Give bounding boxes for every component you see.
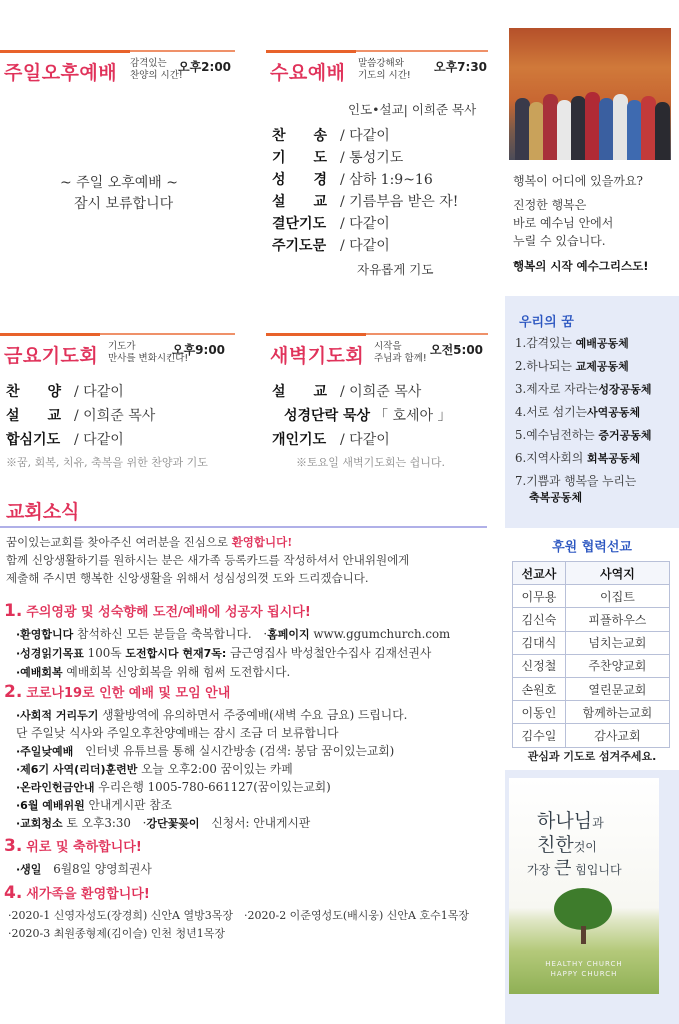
header-bar (266, 333, 366, 336)
missionary-name: 김신숙 (513, 608, 566, 631)
group-photo (509, 28, 671, 160)
dream-text: 서로 섬기는 (526, 405, 587, 419)
sunday-pm-message-2: 잠시 보류합니다 (74, 196, 174, 212)
order-key: 설 교 (272, 194, 328, 210)
notice-item-title (4, 682, 230, 702)
notice-item-heading: 코로나19로 인한 예배 및 모임 안내 (26, 686, 231, 701)
missionary-name: 이동인 (513, 701, 566, 724)
dream-text: 제자로 자라는 (526, 382, 599, 396)
table-row (513, 631, 670, 654)
missionary-field: 함께하는교회 (565, 701, 669, 724)
order-key: 주기도문 (272, 238, 327, 254)
friday-header (0, 333, 235, 373)
order-key: 설 교 (6, 408, 62, 424)
missionary-field: 감사교회 (565, 724, 669, 747)
missionary-field: 이집트 (565, 585, 669, 608)
notice-line-item (16, 644, 431, 661)
notice-intro-2: 함께 신앙생활하기를 원하시는 분은 새가족 등록카드를 작성하셔서 안내위원에게 (6, 553, 410, 567)
dawn-subtitle (374, 341, 427, 365)
header-bar-thin (100, 333, 235, 335)
poster-text: 친한 (537, 834, 574, 856)
dream-number: 7. (515, 474, 527, 488)
happiness-line-1: 행복이 어디에 있을까요? (513, 174, 643, 188)
order-value: 「 호세아 」 (374, 408, 452, 424)
notice-text: 금근영집사 박성철안수집사 김재선권사 (226, 646, 432, 660)
poster-line-1 (537, 806, 604, 833)
missionary-name: 신정철 (513, 654, 566, 677)
dream-item (529, 489, 582, 505)
notice-title: 교회소식 (6, 501, 80, 523)
notice-item-number: 2. (4, 682, 23, 702)
wednesday-subtitle (358, 58, 411, 82)
notice-text: 100독 (83, 646, 126, 660)
notice-text: 6월8일 양영희권사 (41, 862, 152, 876)
order-value: / 다같이 (340, 216, 390, 232)
missionary-field: 주찬양교회 (565, 654, 669, 677)
wednesday-free-prayer: 자유롭게 기도 (357, 262, 434, 277)
sunday-pm-subtitle (130, 58, 183, 82)
subtitle-line: 만사를 변화시킨다! (108, 353, 189, 364)
dream-bold: 교제공동체 (575, 360, 629, 373)
notice-item-heading: 주의영광 및 성숙향해 도전/예배에 성공자 됩시다! (26, 605, 311, 620)
notice-line-item (16, 742, 394, 759)
church-poster (509, 778, 659, 994)
notice-item-number: 4. (4, 883, 23, 903)
dream-number: 2. (515, 359, 527, 373)
dream-bold: 회복공동체 (587, 452, 641, 465)
notice-line-item (16, 760, 293, 777)
table-row (513, 585, 670, 608)
dream-text: 감격있는 (526, 336, 576, 350)
notice-text: 예배회복 신앙회복을 위해 힘써 도전합시다. (62, 665, 291, 679)
notice-text: 인터넷 유튜브를 통해 실시간방송 (검색: 봉담 꿈이있는교회) (73, 744, 395, 758)
order-row (272, 381, 421, 401)
header-bar-thin (356, 50, 488, 52)
missionary-table (512, 561, 670, 748)
order-row (272, 147, 403, 167)
notice-item-heading: 위로 및 축하합니다! (26, 840, 142, 855)
missionary-title: 후원 협력선교 (552, 540, 632, 555)
order-value: / 다같이 (340, 128, 390, 144)
subtitle-line: 찬양의 시간! (130, 70, 183, 81)
notice-line-item (16, 778, 331, 795)
notice-line-item (16, 625, 450, 642)
order-row (284, 405, 452, 425)
order-key: 찬 송 (272, 128, 328, 144)
notice-item-title (4, 836, 142, 856)
order-key: 개인기도 (272, 432, 327, 448)
notice-bold: ·교회청소 (16, 817, 63, 830)
missionary-name: 김수일 (513, 724, 566, 747)
poster-text: 힘입니다 (571, 863, 622, 877)
notice-bold: ·주일낮예배 (16, 745, 74, 758)
table-row (513, 677, 670, 700)
dream-text: 하나되는 (526, 359, 576, 373)
order-value: / 다같이 (74, 432, 124, 448)
order-value: / 통성기도 (340, 150, 404, 166)
notice-text: 참석하신 모든 분들을 축복합니다. · (73, 627, 268, 641)
notice-bold: 도전합시다 현재7독: (125, 647, 227, 660)
notice-text: 단 주일낮 식사와 주일오후찬양예배는 잠시 조금 더 보류합니다 (16, 726, 339, 740)
notice-line-item (16, 663, 290, 680)
order-row (272, 213, 390, 233)
notice-item-number: 1. (4, 601, 23, 621)
wednesday-leader: 인도•설교| 이희준 목사 (348, 102, 477, 117)
notice-line-item (16, 796, 172, 813)
dream-item (515, 472, 636, 489)
notice-bold: ·생일 (16, 863, 42, 876)
notice-item-title (4, 883, 150, 903)
notice-text: 안내게시판 참조 (84, 798, 173, 812)
notice-line-item (8, 925, 225, 941)
header-bar-thin (366, 333, 488, 335)
friday-time: 오후9:00 (172, 343, 226, 357)
notice-line-item (16, 724, 339, 741)
notice-bold: 홈페이지 (267, 628, 310, 641)
happiness-card (505, 0, 679, 296)
notice-intro-3: 제출해 주시면 행복한 신앙생활을 위해서 성심성의껏 도와 드리겠습니다. (6, 571, 369, 585)
subtitle-line: 주님과 함께! (374, 353, 427, 364)
dream-number: 6. (515, 451, 527, 465)
notice-line-item (16, 814, 310, 831)
subtitle-line: 감격있는 (130, 58, 167, 69)
sunday-pm-header (0, 50, 235, 90)
notice-text: 오늘 오후2:00 꿈이있는 카페 (137, 762, 293, 776)
dream-number: 1. (515, 336, 527, 350)
missionary-field: 피플하우스 (565, 608, 669, 631)
dream-item (515, 334, 629, 351)
table-row (513, 608, 670, 631)
missionary-name: 김대식 (513, 631, 566, 654)
subtitle-line: 기도의 시간! (358, 70, 411, 81)
dream-number: 4. (515, 405, 527, 419)
notice-text: 생활방역에 유의하면서 주중예배(새벽 수요 금요) 드립니다. (98, 708, 408, 722)
sunday-pm-time: 오후2:00 (178, 60, 232, 74)
sidebar (505, 0, 679, 1024)
poster-text: 과 (592, 816, 604, 830)
tree-icon (554, 888, 612, 930)
order-row (6, 381, 124, 401)
order-value: / 다같이 (340, 238, 390, 254)
dawn-note: ※토요일 새벽기도회는 쉽니다. (296, 456, 446, 469)
notice-text: ·2020-1 신영자성도(장경희) 신안A 열방3목장 ·2020-2 이준영성도(배시웅) 신안A 호수1목장 (8, 909, 469, 922)
header-bar (266, 50, 356, 53)
poster-line-2 (537, 830, 597, 857)
notice-line-item (16, 706, 407, 723)
subtitle-line: 시작을 (374, 341, 402, 352)
order-row (272, 191, 458, 211)
dawn-title: 새벽기도회 (270, 345, 365, 367)
notice-item-heading: 새가족을 환영합니다! (26, 887, 150, 902)
wednesday-time: 오후7:30 (434, 60, 488, 74)
happiness-line-3: 바로 예수님 안에서 (513, 216, 614, 230)
notice-item-title (4, 601, 311, 621)
order-key: 찬 양 (6, 384, 62, 400)
dream-item (515, 380, 652, 397)
order-row (272, 429, 390, 449)
order-row (6, 405, 155, 425)
order-value: / 삼하 1:9~16 (340, 172, 433, 188)
order-key: 기 도 (272, 150, 328, 166)
header-bar-thin (130, 50, 235, 52)
dream-item (515, 426, 652, 443)
notice-text: 신청서: 안내게시판 (199, 816, 311, 830)
poster-line-3 (527, 854, 622, 880)
order-value: / 기름부음 받은 자! (340, 194, 459, 210)
order-key: 합심기도 (6, 432, 61, 448)
order-row (272, 235, 390, 255)
dawn-time: 오전5:00 (430, 343, 484, 357)
intro-text: 꿈이있는교회를 찾아주신 여러분을 진심으로 (6, 535, 232, 549)
dream-number: 5. (515, 428, 527, 442)
happiness-line-2: 진정한 행복은 (513, 198, 587, 212)
poster-eng-2: HAPPY CHURCH (550, 970, 618, 978)
notice-intro-1 (6, 534, 292, 550)
dream-bold: 예배공동체 (575, 337, 629, 350)
subtitle-line: 말씀강해와 (358, 58, 404, 69)
dream-bold: 증거공동체 (598, 429, 652, 442)
order-value: / 다같이 (74, 384, 124, 400)
notice-bold: ·제6기 사역(리더)훈련반 (16, 763, 138, 776)
missionary-name: 손원호 (513, 677, 566, 700)
order-key: 성경단락 묵상 (284, 408, 371, 424)
sunday-pm-title: 주일오후예배 (4, 62, 118, 84)
missionary-name: 이무용 (513, 585, 566, 608)
notice-text: www.ggumchurch.com (309, 627, 451, 641)
missionary-field: 넘치는교회 (565, 631, 669, 654)
notice-bold: ·성경읽기목표 (16, 647, 84, 660)
friday-title: 금요기도회 (4, 345, 99, 367)
subtitle-line: 기도가 (108, 341, 136, 352)
order-key: 설 교 (272, 384, 328, 400)
missionary-field: 열린문교회 (565, 677, 669, 700)
dream-text: 예수님전하는 (526, 428, 599, 442)
order-key: 성 경 (272, 172, 328, 188)
notice-line-item (8, 907, 469, 923)
intro-welcome: 환영합니다! (231, 535, 293, 549)
dream-text: 지역사회의 (526, 451, 587, 465)
header-bar (0, 50, 130, 53)
notice-bold: ·6월 예배위원 (16, 799, 85, 812)
dawn-header (266, 333, 488, 373)
missionary-footer: 관심과 기도로 섬겨주세요. (527, 750, 657, 763)
friday-note: ※꿈, 회복, 치유, 축복을 위한 찬양과 기도 (6, 456, 208, 469)
notice-bold: ·온라인헌금안내 (16, 781, 95, 794)
notice-bold: ·환영합니다 (16, 628, 74, 641)
happiness-strong: 행복의 시작 예수그리스도! (513, 259, 649, 273)
tree-trunk (581, 926, 586, 944)
notice-line-item (16, 860, 152, 877)
wednesday-title: 수요예배 (270, 62, 346, 84)
notice-bold: 강단꽃꽂이 (146, 817, 200, 830)
dream-bold: 성장공동체 (598, 383, 652, 396)
header-bar (0, 333, 100, 336)
dream-number: 3. (515, 382, 527, 396)
sunday-pm-message-1: ~ 주일 오후예배 ~ (60, 175, 178, 191)
order-value: / 이희준 목사 (340, 384, 422, 400)
notice-bold: ·예배회복 (16, 666, 63, 679)
notice-text: 우리은행 1005-780-661127(꿈이있는교회) (94, 780, 331, 794)
order-key: 결단기도 (272, 216, 327, 232)
order-row (272, 169, 433, 189)
dream-item (515, 449, 640, 466)
poster-text: 가장 (527, 863, 554, 877)
poster-eng-1: HEALTHY CHURCH (545, 960, 623, 968)
happiness-line-4: 누릴 수 있습니다. (513, 234, 606, 248)
order-value: / 이희준 목사 (74, 408, 156, 424)
order-value: / 다같이 (340, 432, 390, 448)
notice-text: 토 오후3:30 · (62, 816, 147, 830)
table-row (513, 654, 670, 677)
notice-text: ·2020-3 최원종형제(김이슬) 인천 청년1목장 (8, 927, 226, 940)
order-row (6, 429, 124, 449)
wednesday-header (266, 50, 488, 90)
dream-bold: 축복공동체 (529, 491, 583, 504)
header-field: 사역지 (565, 562, 669, 585)
table-row (513, 701, 670, 724)
poster-text: 하나님 (537, 810, 593, 832)
table-header-row (513, 562, 670, 585)
notice-item-number: 3. (4, 836, 23, 856)
header-missionary: 선교사 (513, 562, 566, 585)
dream-text: 기쁨과 행복을 누리는 (526, 474, 637, 488)
poster-text: 것이 (573, 840, 597, 854)
dream-item (515, 403, 640, 420)
table-row (513, 724, 670, 747)
poster-text: 큰 (554, 858, 572, 879)
dream-item (515, 357, 629, 374)
notice-divider (0, 526, 487, 528)
notice-bold: ·사회적 거리두기 (16, 709, 99, 722)
dream-bold: 사역공동체 (587, 406, 641, 419)
dream-title: 우리의 꿈 (519, 315, 574, 330)
order-row (272, 125, 390, 145)
